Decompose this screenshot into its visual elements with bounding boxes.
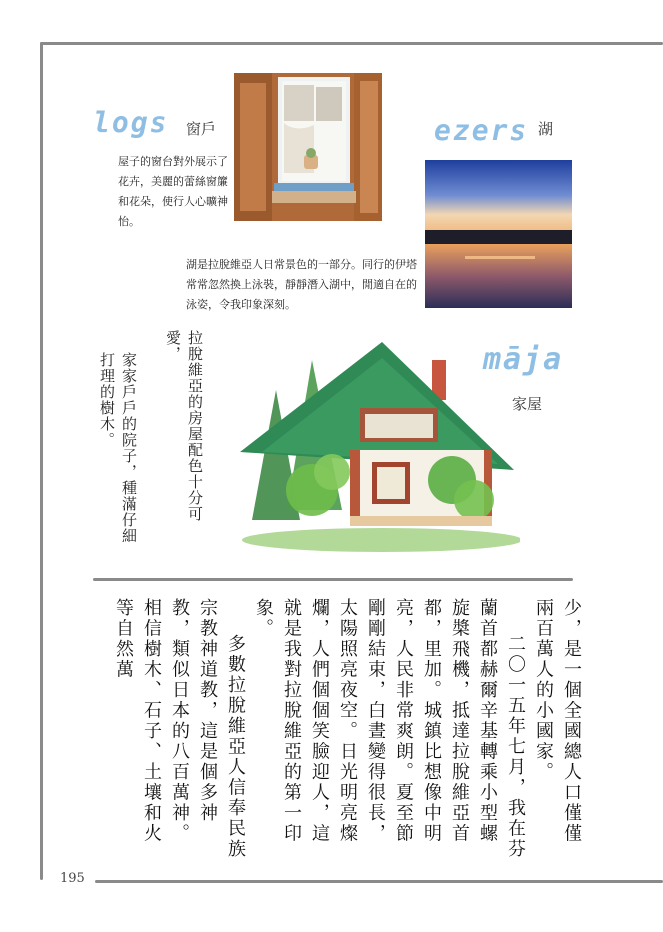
logs-word: logs (93, 106, 169, 139)
ezers-zh-label: 湖 (538, 120, 554, 138)
ezers-word: ezers (434, 114, 529, 147)
section-divider (93, 578, 573, 581)
logs-caption: 屋子的窗台對外展示了花卉，美麗的蕾絲窗簾和花朵，使行人心曠神怡。 (118, 155, 228, 228)
body-paragraph-3: 多數拉脫維亞人信奉民族宗教神道教，這是個多神教，類似日本的八百萬神。相信樹木、石子、土壤和火等自然萬 (113, 598, 246, 860)
page-number: 195 (60, 871, 85, 886)
body-paragraph-1: 少，是一個全國總人口僅僅兩百萬人的小國家。 (533, 598, 582, 844)
page-frame-bottom (95, 880, 663, 883)
ezers-caption: 湖是拉脫維亞人日常景色的一部分。同行的伊塔常常忽然換上泳裝，靜靜潛入湖中，閒適自在的泳姿，令我印象深刻。 (186, 258, 417, 311)
body-paragraph-2: 二〇一五年七月，我在芬蘭首都赫爾辛基轉乘小型螺旋槳飛機，抵達拉脫維亞首都，里加。城鎮比想像中明亮，人民非常爽朗。夏至節剛剛結束，白晝變得很長，太陽照亮夜空。日光明亮燦爛，人們個個笑臉迎人，這就是我對拉脫維亞的第一印象。 (253, 598, 526, 860)
logs-zh-label: 窗戶 (186, 120, 217, 138)
maja-word: māja (483, 342, 564, 377)
lake-photo (425, 160, 572, 308)
window-photo (234, 73, 382, 221)
maja-note-right: 拉脫維亞的房屋配色十分可愛， (164, 330, 204, 522)
page-frame-top (40, 42, 663, 45)
house-illustration (232, 340, 520, 552)
maja-note-left: 家家戶戶的院子，種滿仔細打理的樹木。 (98, 352, 138, 544)
maja-zh-label: 家屋 (512, 395, 543, 413)
page-frame-left (40, 42, 43, 880)
body-text (113, 598, 585, 860)
